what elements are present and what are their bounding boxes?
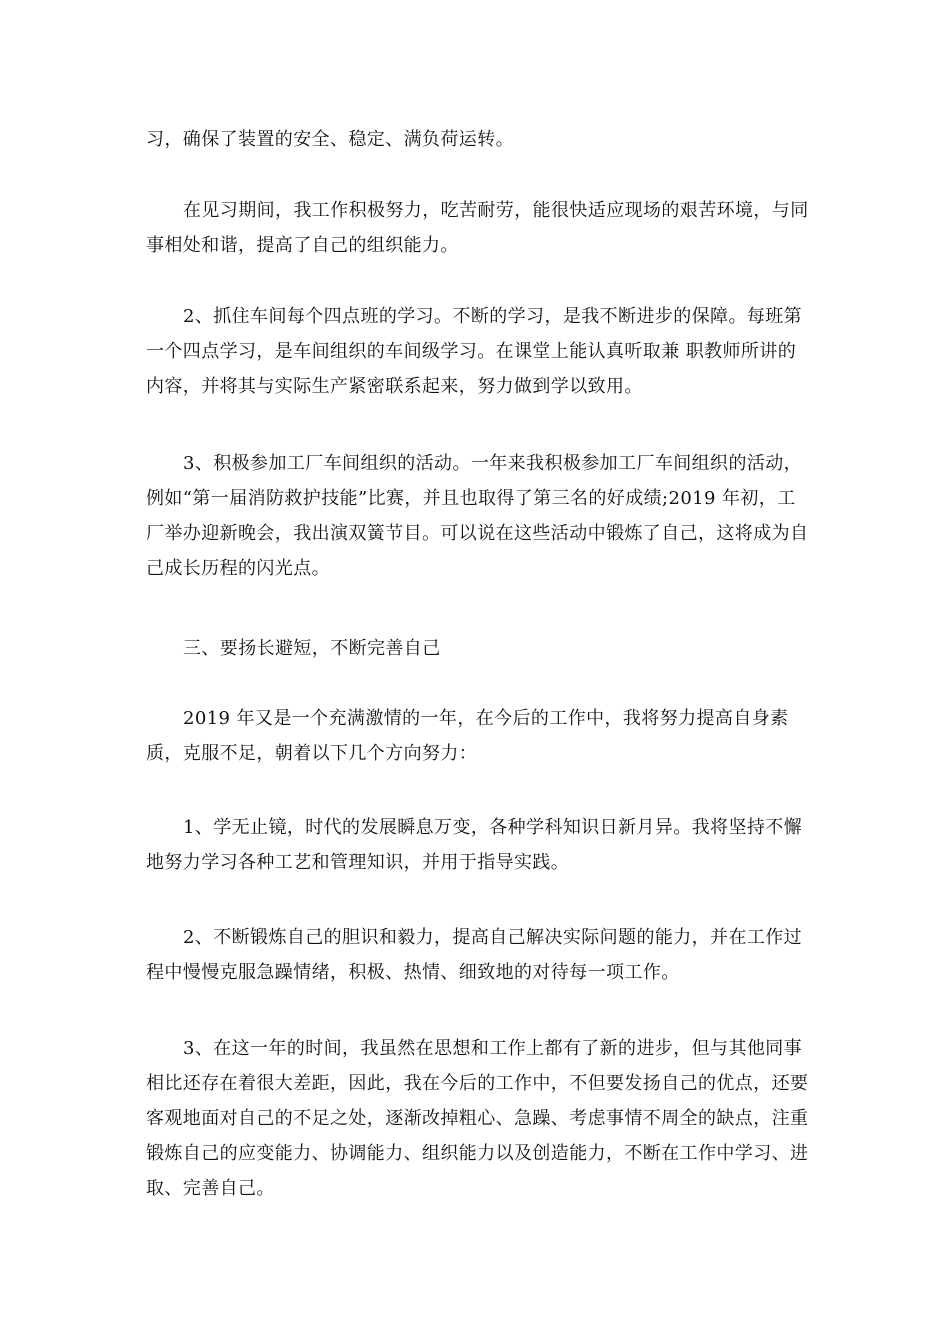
paragraph-2019-goals: 2019 年又是一个充满激情的一年，在今后的工作中，我将努力提高自身素质，克服不足，朝着以下几个方向努力： xyxy=(146,708,789,764)
paragraph-internship: 在见习期间，我工作积极努力，吃苦耐劳，能很快适应现场的艰苦环境，与同事相处和谐，提高了自己的组织能力。 xyxy=(146,200,809,256)
paragraph-item-3-activities: 3、积极参加工厂车间组织的活动。一年来我积极参加工厂车间组织的活动，例如“第一届消防救护技能”比赛，并且也取得了第三名的好成绩;2019 年初，工厂举办迎新晚会，我出演双簧节目。可以说在这些活动中锻炼了自己，这将成为自己成长历程的闪光点。 xyxy=(146,453,809,579)
paragraph-goal-2: 2、不断锻炼自己的胆识和毅力，提高自己解决实际问题的能力，并在工作过程中慢慢克服急躁情绪，积极、热情、细致地的对待每一项工作。 xyxy=(146,927,803,983)
paragraph-goal-3: 3、在这一年的时间，我虽然在思想和工作上都有了新的进步，但与其他同事相比还存在着很大差距，因此，我在今后的工作中，不但要发扬自己的优点，还要客观地面对自己的不足之处，逐渐改掉粗心、急躁、考虑事情不周全的缺点，注重锻炼自己的应变能力、协调能力、组织能力以及创造能力，不断在工作中学习、进取、完善自己。 xyxy=(146,1038,809,1199)
section-heading-three: 三、要扬长避短，不断完善自己 xyxy=(183,638,441,659)
paragraph-continuation: 习，确保了装置的安全、稳定、满负荷运转。 xyxy=(146,129,514,150)
paragraph-goal-1: 1、学无止镜，时代的发展瞬息万变，各种学科知识日新月异。我将坚持不懈地努力学习各种工艺和管理知识，并用于指导实践。 xyxy=(146,817,803,873)
paragraph-item-2-study: 2、抓住车间每个四点班的学习。不断的学习，是我不断进步的保障。每班第一个四点学习，是车间组织的车间级学习。在课堂上能认真听取兼 职教师所讲的内容，并将其与实际生产紧密联系起来，努力做到学以致用。 xyxy=(146,306,803,397)
